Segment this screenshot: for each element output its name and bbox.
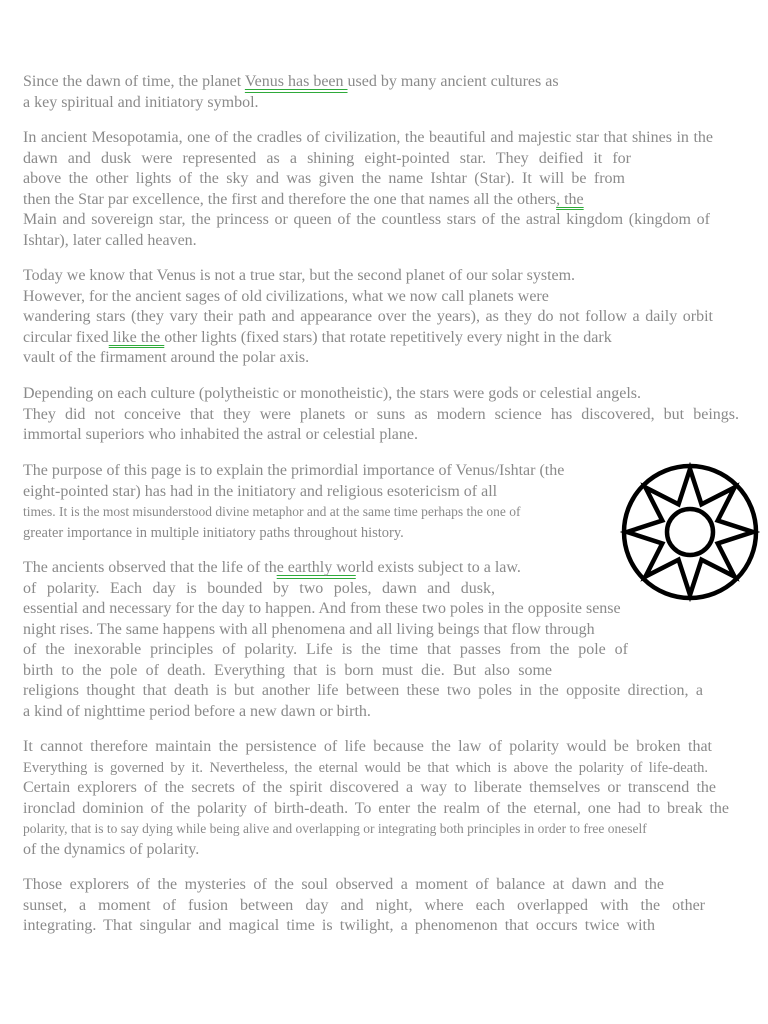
text-line: They did not conceive that they were planets or suns as modern science has discovered, but beings. xyxy=(23,405,739,423)
paragraph-4 xyxy=(23,384,739,446)
star-shape xyxy=(627,469,753,595)
text-line: Ishtar), later called heaven. xyxy=(23,231,197,249)
text-line: greater importance in multiple initiatory paths throughout history. xyxy=(23,524,404,541)
text-line: birth to the pole of death. Everything that is born must die. But also some xyxy=(23,661,552,679)
text-line: ironclad dominion of the polarity of birth-death. To enter the realm of the eternal, one had to break the xyxy=(23,799,729,817)
text-line: It cannot therefore maintain the persistence of life because the law of polarity would be broken that xyxy=(23,738,712,755)
text-line: However, for the ancient sages of old civilizations, what we now call planets were xyxy=(23,287,549,305)
text-line: dawn and dusk were represented as a shining eight-pointed star. They deified it for xyxy=(23,149,631,167)
text-line: The purpose of this page is to explain the primordial importance of Venus/Ishtar (the xyxy=(23,462,565,479)
paragraph-5 xyxy=(23,461,583,543)
text-line: of the dynamics of polarity. xyxy=(23,840,200,858)
text-line: religions thought that death is but another life between these two poles in the opposite direction, a xyxy=(23,682,703,699)
underlined-text: e earthly wo xyxy=(276,559,356,576)
text-line: Main and sovereign star, the princess or queen of the countless stars of the astral kingdom (kingdom of xyxy=(23,211,710,228)
text-line: sunset, a moment of fusion between day and night, where each overlapped with the other xyxy=(23,896,705,914)
text-line: eight-pointed star) has had in the initiatory and religious esotericism of all xyxy=(23,482,498,500)
text-line: a kind of nighttime period before a new dawn or birth. xyxy=(23,702,371,720)
text-line: Today we know that Venus is not a true star, but the second planet of our solar system. xyxy=(23,267,576,284)
text-line: circular fixed like the other lights (fixed stars) that rotate repetitively every night in the dark xyxy=(23,328,612,346)
text-line: The ancients observed that the life of the earthly world exists subject to a law. xyxy=(23,559,521,576)
text-line: In ancient Mesopotamia, one of the cradles of civilization, the beautiful and majestic star that shines in the xyxy=(23,129,713,146)
underlined-text: like the xyxy=(108,328,165,346)
paragraph-2 xyxy=(23,128,713,251)
text-line: Those explorers of the mysteries of the soul observed a moment of balance at dawn and the xyxy=(23,876,664,893)
text-line: then the Star par excellence, the first and therefore the one that names all the others, the xyxy=(23,190,584,208)
text-line: above the other lights of the sky and was given the name Ishtar (Star). It will be from xyxy=(23,170,625,187)
text-line: wandering stars (they vary their path and appearance over the years), as they do not follow a daily orbit xyxy=(23,308,713,325)
text-line: of the inexorable principles of polarity. Life is the time that passes from the pole of xyxy=(23,641,628,658)
text-line: Everything is governed by it. Nevertheless, the eternal would be that which is above the polarity of life-death. xyxy=(23,759,708,776)
paragraph-7 xyxy=(23,737,729,860)
text-line: vault of the firmament around the polar axis. xyxy=(23,349,310,366)
inner-circle xyxy=(667,509,713,555)
text-line: times. It is the most misunderstood divine metaphor and at the same time perhaps the one of xyxy=(23,504,521,519)
underlined-text: Venus has been xyxy=(244,73,348,90)
paragraph-1 xyxy=(23,72,603,113)
text-line: of polarity. Each day is bounded by two poles, dawn and dusk, xyxy=(23,579,495,597)
paragraph-8 xyxy=(23,875,713,937)
text-line: Certain explorers of the secrets of the spirit discovered a way to liberate themselves or transcend the xyxy=(23,779,716,796)
text-line: polarity, that is to say dying while being alive and overlapping or integrating both principles in order to free oneself xyxy=(23,821,647,836)
text-line: Depending on each culture (polytheistic or monotheistic), the stars were gods or celestial angels. xyxy=(23,385,642,402)
text-line: immortal superiors who inhabited the astral or celestial plane. xyxy=(23,426,418,443)
text-line: Since the dawn of time, the planet Venus has been used by many ancient cultures as xyxy=(23,73,559,90)
text-line: essential and necessary for the day to happen. And from these two poles in the opposite sense xyxy=(23,600,621,617)
text-line: a key spiritual and initiatory symbol. xyxy=(23,93,259,111)
text-line: integrating. That singular and magical time is twilight, a phenomenon that occurs twice with xyxy=(23,917,655,934)
underlined-text: , the xyxy=(556,190,584,208)
text-line: night rises. The same happens with all phenomena and all living beings that flow through xyxy=(23,620,595,638)
eight-pointed-star-in-circle-icon xyxy=(620,462,760,602)
paragraph-6 xyxy=(23,558,713,722)
paragraph-3 xyxy=(23,266,713,369)
